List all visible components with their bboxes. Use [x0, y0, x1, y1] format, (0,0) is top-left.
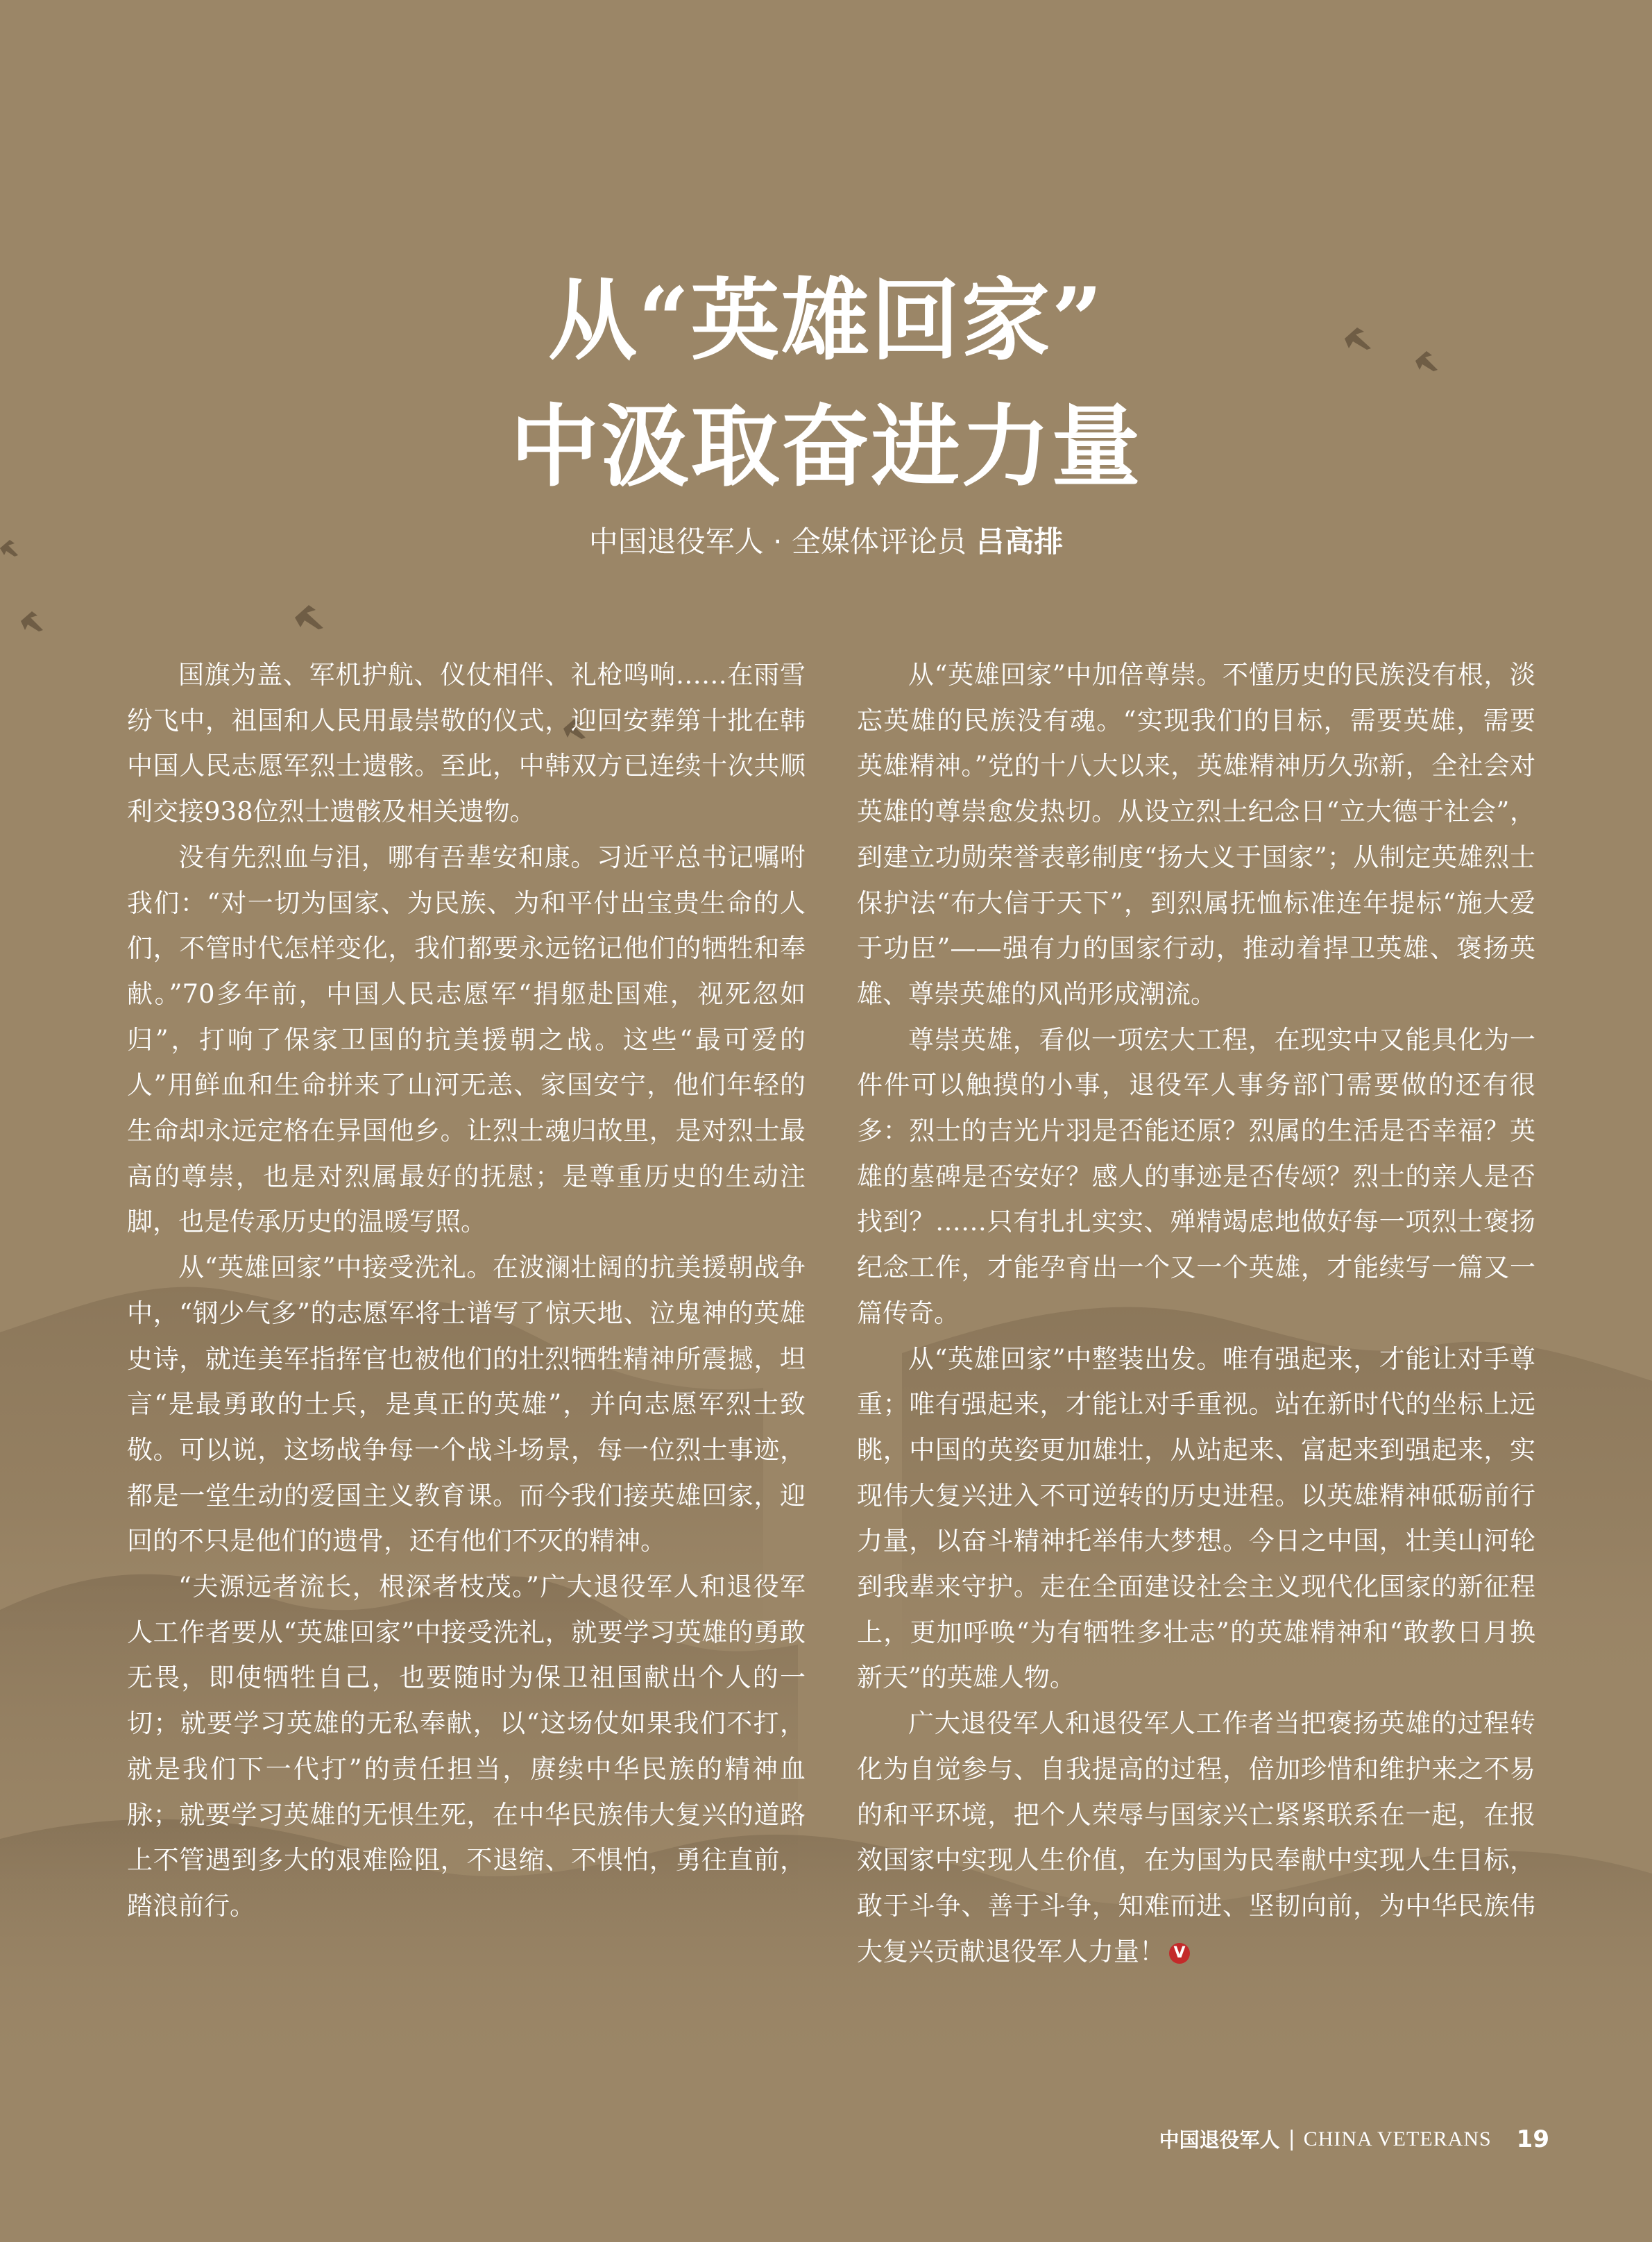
article-paragraph: “夫源远者流长，根深者枝茂。”广大退役军人和退役军人工作者要从“英雄回家”中接受洗礼，就要学习英雄的勇敢无畏，即使牺牲自己，也要随时为保卫祖国献出个人的一切；就要学习英雄的无私奉献，以“这场仗如果我们不打，就是我们下一代打”的责任担当，赓续中华民族的精神血脉；就要学习英雄的无惧生死，在中华民族伟大复兴的道路上不管遇到多大的艰难险阻，不退缩、不惧怕，勇往直前，踏浪前行。: [127, 1572, 806, 1921]
page-footer: [1159, 2125, 1549, 2153]
article-paragraph: 从“英雄回家”中整装出发。唯有强起来，才能让对手尊重；唯有强起来，才能让对手重视。站在新时代的坐标上远眺，中国的英姿更加雄壮，从站起来、富起来到强起来，实现伟大复兴进入不可逆转的历史进程。以英雄精神砥砺前行力量，以奋斗精神托举伟大梦想。今日之中国，壮美山河轮到我辈来守护。走在全面建设社会主义现代化国家的新征程上，更加呼唤“为有牺牲多壮志”的英雄精神和“敢教日月换新天”的英雄人物。: [857, 1343, 1535, 1693]
article-paragraph: 从“英雄回家”中加倍尊崇。不懂历史的民族没有根，淡忘英雄的民族没有魂。“实现我们的目标，需要英雄，需要英雄精神。”党的十八大以来，英雄精神历久弥新，全社会对英雄的尊崇愈发热切。从设立烈士纪念日“立大德于社会”，到建立功勋荣誉表彰制度“扬大义于国家”；从制定英雄烈士保护法“布大信于天下”，到烈属抚恤标准连年提标“施大爱于功臣”——强有力的国家行动，推动着捍卫英雄、褒扬英雄、尊崇英雄的风尚形成潮流。: [857, 660, 1535, 1009]
article-paragraph: 没有先烈血与泪，哪有吾辈安和康。习近平总书记嘱咐我们：“对一切为国家、为民族、为和平付出宝贵生命的人们，不管时代怎样变化，我们都要永远铭记他们的牺牲和奉献。”70多年前，中国人民志愿军“捐躯赴国难，视死忽如归”，打响了保家卫国的抗美援朝之战。这些“最可爱的人”用鲜血和生命拼来了山河无恙、家国安宁，他们年轻的生命却永远定格在异国他乡。让烈士魂归故里，是对烈士最高的尊崇，也是对烈属最好的抚慰；是尊重历史的生动注脚，也是传承历史的温暖写照。: [127, 842, 806, 1237]
footer-separator: |: [1288, 2127, 1295, 2151]
article-paragraph: 尊崇英雄，看似一项宏大工程，在现实中又能具化为一件件可以触摸的小事，退役军人事务部门需要做的还有很多：烈士的吉光片羽是否能还原？烈属的生活是否幸福？英雄的墓碑是否安好？感人的事迹是否传颂？烈士的亲人是否找到？……只有扎扎实实、殚精竭虑地做好每一项烈士褒扬纪念工作，才能孕育出一个又一个英雄，才能续写一篇又一篇传奇。: [857, 1024, 1535, 1328]
article-paragraph: 国旗为盖、军机护航、仪仗相伴、礼枪鸣响……在雨雪纷飞中，祖国和人民用最崇敬的仪式，迎回安葬第十批在韩中国人民志愿军烈士遗骸。至此，中韩双方已连续十次共顺利交接938位烈士遗骸及相关遗物。: [127, 660, 806, 827]
footer-magazine-name-en: CHINA VETERANS: [1303, 2127, 1492, 2150]
byline-author: 吕高排: [976, 525, 1064, 559]
footer-magazine-name-cn: 中国退役军人: [1159, 2128, 1280, 2152]
article-paragraph: [857, 1701, 1535, 1974]
page-number: 19: [1516, 2125, 1549, 2153]
swallow-icon: [21, 611, 43, 631]
article-title-line-2: 中汲取奋进力量: [510, 395, 1142, 499]
end-mark-icon: V: [1169, 1943, 1190, 1964]
article-paragraph: 从“英雄回家”中接受洗礼。在波澜壮阔的抗美援朝战争中，“钢少气多”的志愿军将士谱写了惊天地、泣鬼神的英雄史诗，就连美军指挥官也被他们的壮烈牺牲精神所震撼，坦言“是最勇敢的士兵，是真正的英雄”，并向志愿军烈士致敬。可以说，这场战争每一个战斗场景，每一位烈士事迹，都是一堂生动的爱国主义教育课。而今我们接英雄回家，迎回的不只是他们的遗骨，还有他们不灭的精神。: [127, 1252, 806, 1556]
article-title-line-1: 从“英雄回家”: [547, 269, 1105, 373]
swallow-icon: [295, 605, 323, 629]
article-column-right: [857, 652, 1535, 1974]
byline-prefix: 中国退役军人 · 全媒体评论员: [588, 525, 966, 559]
article-paragraph-text: 广大退役军人和退役军人工作者当把褒扬英雄的过程转化为自觉参与、自我提高的过程，倍加珍惜和维护来之不易的和平环境，把个人荣辱与国家兴亡紧紧联系在一起，在报效国家中实现人生价值，在为国为民奉献中实现人生目标，敢于斗争、善于斗争，知难而进、坚韧向前，为中华民族伟大复兴贡献退役军人力量！: [857, 1708, 1535, 1967]
byline: [0, 519, 1652, 561]
article-column-left: [127, 652, 806, 1929]
